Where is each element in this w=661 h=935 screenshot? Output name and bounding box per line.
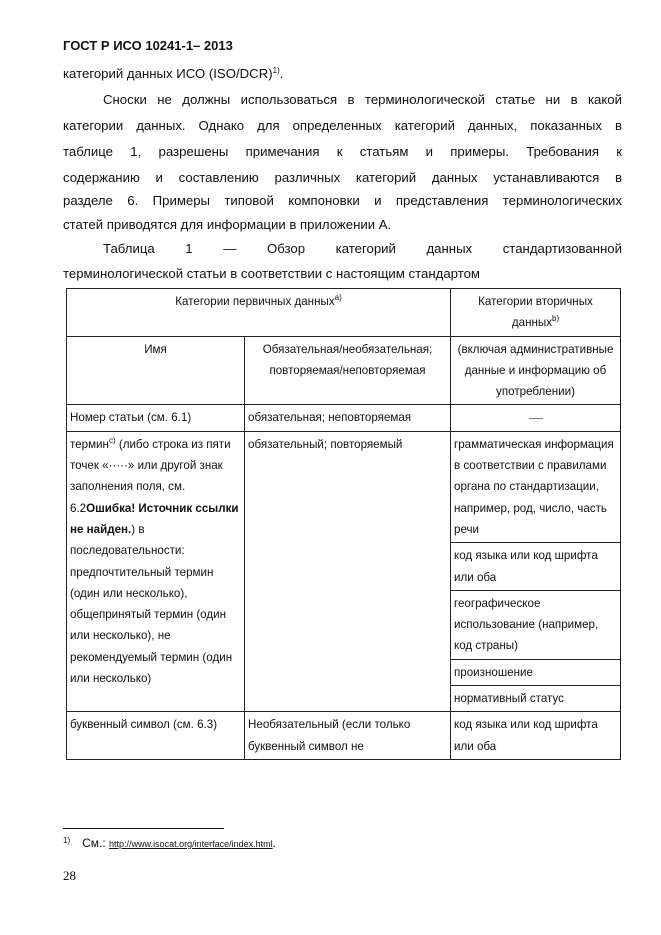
footnote-prefix: См.: <box>82 836 110 850</box>
paragraph-line: содержанию и составлению различных категорий данных устанавливаются в <box>63 170 622 185</box>
secondary-cell: код языка или код шрифта или оба <box>451 712 621 760</box>
secondary-cell <box>451 405 621 431</box>
paragraph-line: разделе 6. Примеры типовой компоновки и представления терминологических <box>63 193 622 208</box>
secondary-categories-header: Категории вторичных данных$^{b)}$ <box>451 289 621 337</box>
table-row <box>67 431 621 542</box>
footnote-end: . <box>272 836 276 850</box>
secondary-note-cell: (включая административные данные и информацию об употреблении) <box>451 336 621 405</box>
text-fragment: категорий данных ИСО (ISO/DCR) <box>63 66 273 81</box>
term-cell: термин$^{c)}$ (либо строка из пяти точек «·····» или другой знак заполнения поля, см. 6.2Ошибка! Источник ссылки не найден.) в последовательности: предпочтительный термин (один или несколько), общепринятый термин (один или несколько), не рекомендуемый термин (один или несколько) <box>67 431 245 712</box>
paragraph-line: Сноски не должны использоваться в терминологической статье ни в какой <box>103 92 622 107</box>
obligation-cell: Необязательный (если только буквенный символ не <box>245 712 451 760</box>
table-row <box>67 712 621 760</box>
letter-symbol-cell: буквенный символ (см. 6.3) <box>67 712 245 760</box>
paragraph-line: статей приводятся для информации в приложении А. <box>63 217 392 232</box>
column-name-header: Имя <box>67 336 245 405</box>
footnote-ref: 1) <box>272 66 280 75</box>
page-number: 28 <box>63 868 76 883</box>
footnote-rule <box>63 828 224 829</box>
dash-mark <box>529 418 543 419</box>
secondary-cell: нормативный статус <box>451 686 621 712</box>
paragraph-line: категории данных. Однако для определенных категорий данных, показанных в <box>63 118 622 133</box>
footnote-mark: 1) <box>63 836 71 845</box>
secondary-cell: произношение <box>451 659 621 685</box>
document-header: ГОСТ Р ИСО 10241-1– 2013 <box>63 38 233 53</box>
table-caption: терминологической статьи в соответствии с настоящим стандартом <box>63 266 480 281</box>
footnote <box>63 836 276 850</box>
column-obligation-header: Обязательная/необязательная; повторяемая/неповторяемая <box>245 336 451 405</box>
obligation-cell: обязательный; повторяемый <box>245 431 451 712</box>
paragraph-line: таблице 1, разрешены примечания к статьям и примеры. Требования к <box>63 144 622 159</box>
text-line <box>63 66 283 82</box>
obligation-cell: обязательная; неповторяемая <box>245 405 451 431</box>
secondary-cell: код языка или код шрифта или оба <box>451 543 621 591</box>
secondary-cell: географическое использование (например, код страны) <box>451 590 621 659</box>
primary-categories-header: Категории первичных данных$^{a)}$ <box>67 289 451 337</box>
secondary-cell: грамматическая информация в соответствии с правилами органа по стандартизации, например, род, число, часть речи <box>451 431 621 542</box>
data-categories-table <box>66 288 621 760</box>
footnote-link[interactable]: http://www.isocat.org/interface/index.html <box>109 839 273 849</box>
text-fragment: . <box>279 66 284 81</box>
entry-number-cell: Номер статьи (см. 6.1) <box>67 405 245 431</box>
table-row <box>67 405 621 431</box>
table-caption: Таблица 1 — Обзор категорий данных стандартизованной <box>103 241 622 256</box>
